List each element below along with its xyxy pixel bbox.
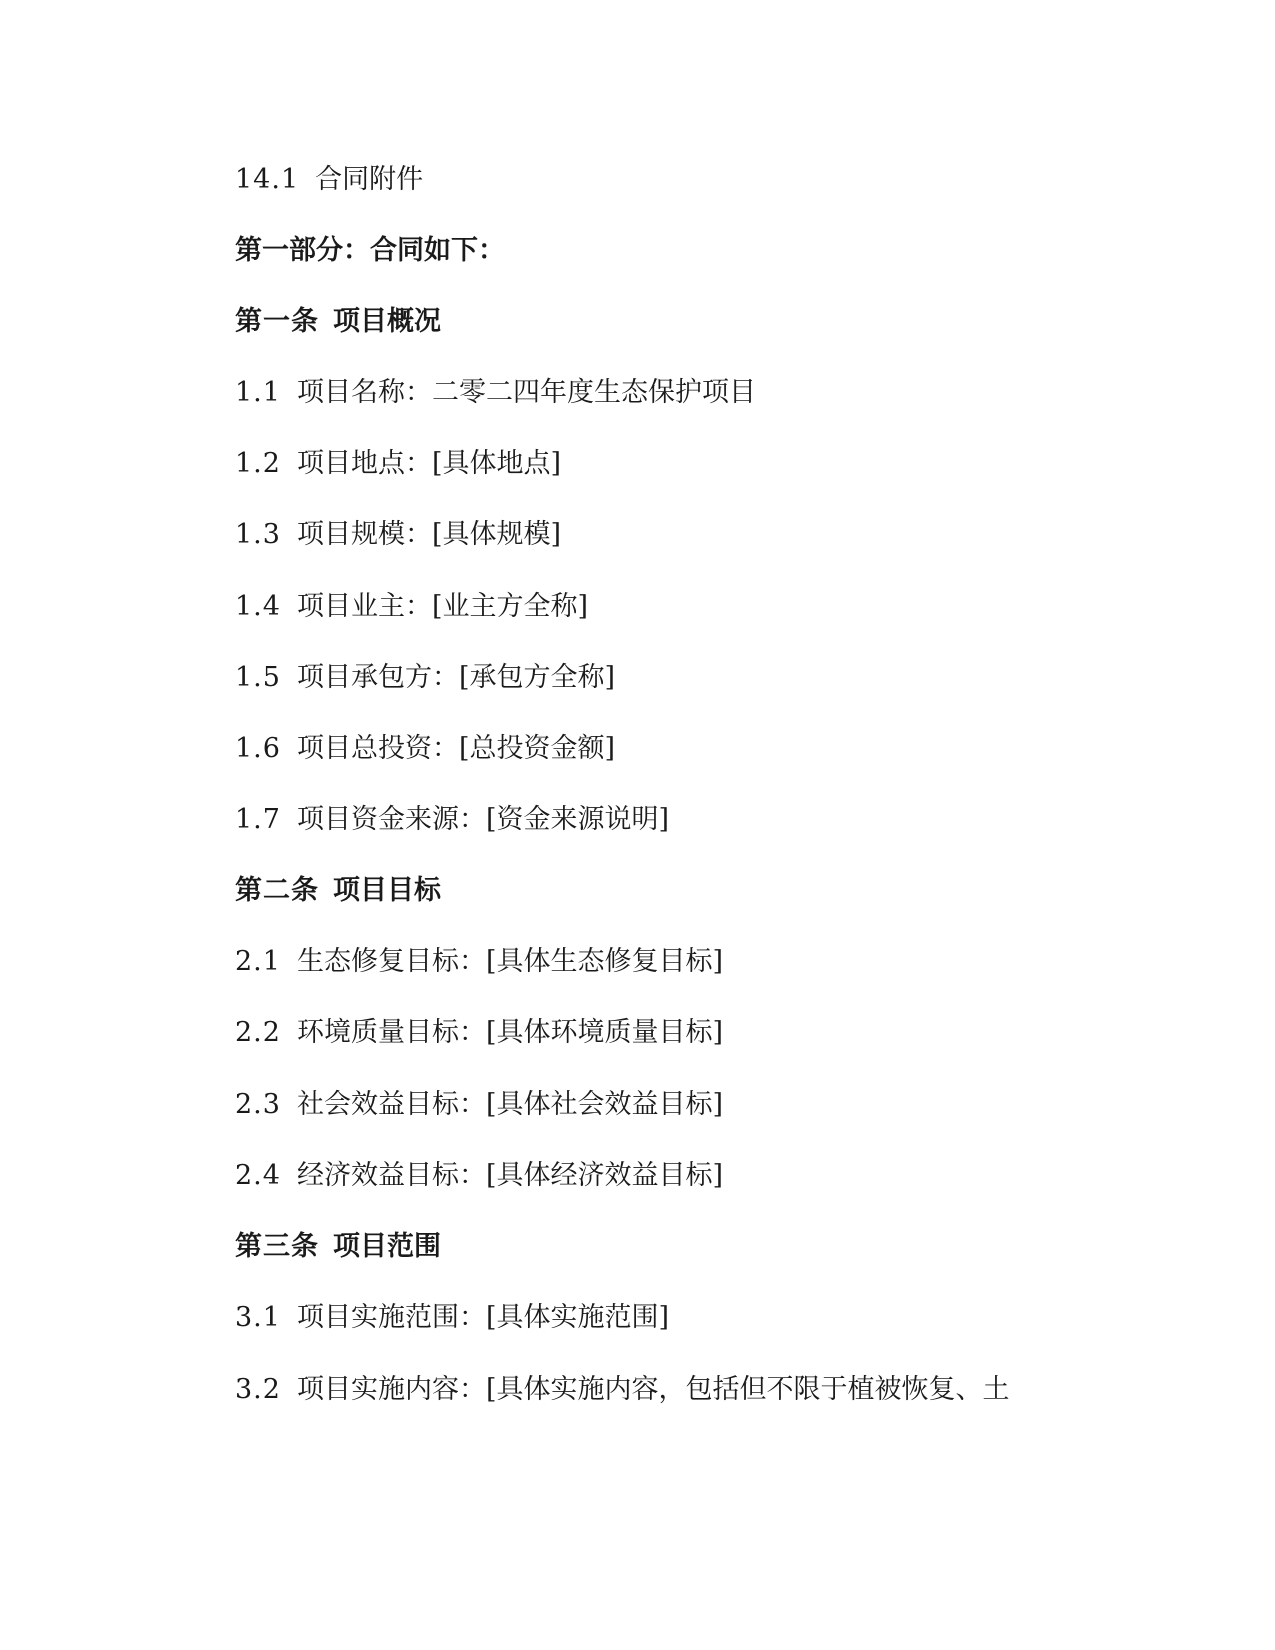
clause-text: 项目名称：二零二四年度生态保护项目 xyxy=(296,377,756,408)
article-3-heading xyxy=(235,1227,1115,1267)
clause-2-3 xyxy=(235,1085,1115,1125)
clause-number: 1.6 xyxy=(235,733,281,764)
clause-text: 项目地点：[具体地点] xyxy=(296,448,562,479)
article-2-heading xyxy=(235,871,1115,911)
clause-number: 2.1 xyxy=(235,946,281,977)
clause-1-7 xyxy=(235,800,1115,840)
clause-1-3 xyxy=(235,515,1115,555)
clause-text: 项目实施内容：[具体实施内容，包括但不限于植被恢复、土 xyxy=(296,1374,1010,1405)
article-3-number: 第三条 xyxy=(235,1231,319,1262)
attachment-text: 合同附件 xyxy=(315,164,424,195)
clause-2-1 xyxy=(235,942,1115,982)
clause-text: 项目承包方：[承包方全称] xyxy=(296,662,616,693)
clause-1-6 xyxy=(235,729,1115,769)
attachment-number: 14.1 xyxy=(235,164,300,195)
clause-number: 2.3 xyxy=(235,1089,281,1120)
clause-text: 项目规模：[具体规模] xyxy=(296,519,562,550)
clause-number: 1.7 xyxy=(235,804,281,835)
article-1-title: 项目概况 xyxy=(333,306,441,337)
clause-text: 项目资金来源：[资金来源说明] xyxy=(296,804,670,835)
clause-number: 1.2 xyxy=(235,448,281,479)
clause-number: 3.1 xyxy=(235,1302,281,1333)
clause-number: 1.1 xyxy=(235,377,281,408)
attachment-line xyxy=(235,160,1115,200)
clause-number: 2.2 xyxy=(235,1017,281,1048)
clause-text: 社会效益目标：[具体社会效益目标] xyxy=(296,1089,724,1120)
clause-number: 1.4 xyxy=(235,591,281,622)
article-1-heading xyxy=(235,302,1115,342)
clause-2-2 xyxy=(235,1013,1115,1053)
article-2-number: 第二条 xyxy=(235,875,319,906)
clause-3-1 xyxy=(235,1298,1115,1338)
clause-1-2 xyxy=(235,444,1115,484)
clause-text: 项目总投资：[总投资金额] xyxy=(296,733,616,764)
clause-3-2 xyxy=(235,1370,1115,1410)
clause-text: 项目实施范围：[具体实施范围] xyxy=(296,1302,670,1333)
clause-number: 3.2 xyxy=(235,1374,281,1405)
clause-1-4 xyxy=(235,587,1115,627)
article-2-title: 项目目标 xyxy=(333,875,441,906)
article-1-number: 第一条 xyxy=(235,306,319,337)
clause-text: 生态修复目标：[具体生态修复目标] xyxy=(296,946,724,977)
clause-1-5 xyxy=(235,658,1115,698)
clause-text: 项目业主：[业主方全称] xyxy=(296,591,589,622)
clause-text: 环境质量目标：[具体环境质量目标] xyxy=(296,1017,724,1048)
part-heading: 第一部分：合同如下： xyxy=(235,235,505,266)
clause-text: 经济效益目标：[具体经济效益目标] xyxy=(296,1160,724,1191)
clause-2-4 xyxy=(235,1156,1115,1196)
clause-number: 1.3 xyxy=(235,519,281,550)
clause-1-1 xyxy=(235,373,1115,413)
article-3-title: 项目范围 xyxy=(333,1231,441,1262)
clause-number: 2.4 xyxy=(235,1160,281,1191)
clause-number: 1.5 xyxy=(235,662,281,693)
